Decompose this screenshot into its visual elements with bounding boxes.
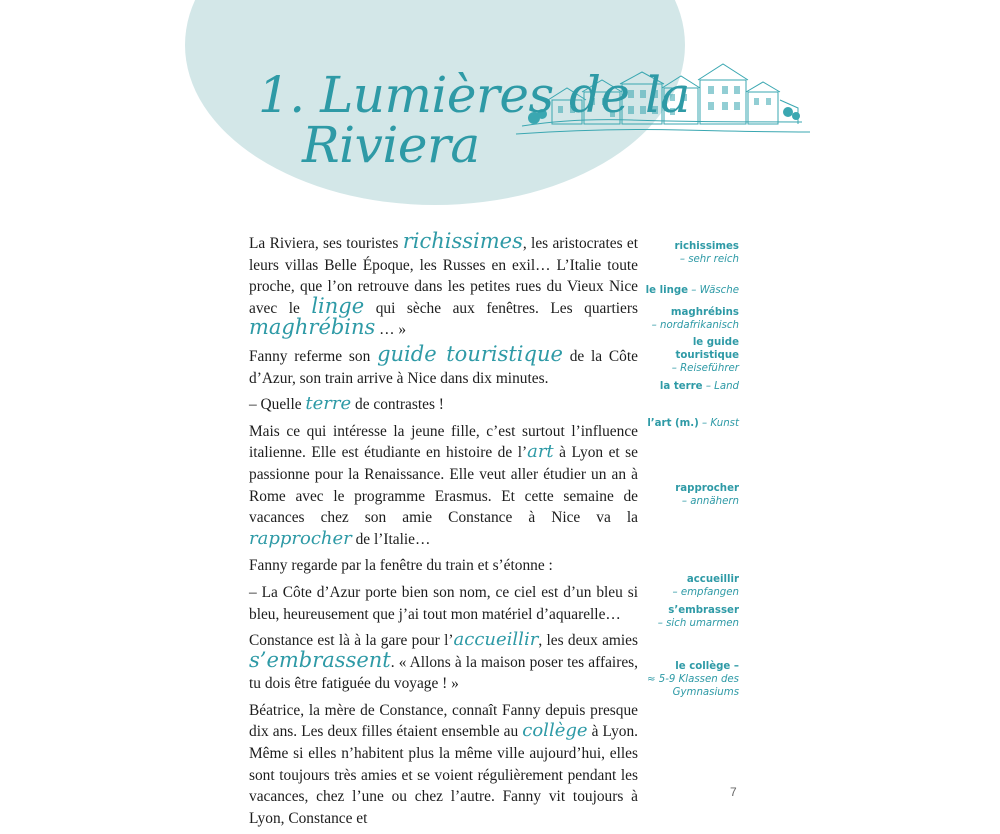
glossary-translation: ≈ 5-9 Klassen des bbox=[646, 674, 739, 685]
page-number: 7 bbox=[730, 785, 737, 799]
glossary-term: touristique bbox=[675, 350, 739, 361]
glossary-term: la terre bbox=[659, 381, 703, 392]
paragraph-6 bbox=[249, 582, 638, 625]
text-run: Béatrice, la mère de Constance, connaît Fanny depuis presque dix ans. Les deux filles étaient ensemble au bbox=[249, 701, 638, 741]
paragraph-1 bbox=[249, 229, 638, 341]
text-run: Fanny regarde par la fenêtre du train et s’étonne : bbox=[249, 557, 553, 575]
text-run: , les aristocrates et leurs villas Belle Époque, les Russes en exil… L’Italie toute proche, que l’on retrouve dans les petites rues du Vieux Nice avec le bbox=[249, 235, 638, 317]
glossary-term: le guide bbox=[692, 337, 739, 348]
text-run: Fanny referme son bbox=[249, 347, 378, 365]
glossary-translation: – sich umarmen bbox=[657, 618, 739, 629]
glossary-entry-richissimes bbox=[619, 240, 739, 266]
glossary-term: maghrébins bbox=[670, 307, 739, 318]
glossary-translation: – annähern bbox=[681, 496, 739, 507]
glossary-entry-art bbox=[619, 417, 739, 430]
keyword-richissimes: richissimes bbox=[402, 229, 523, 253]
keyword-accueillir: accueillir bbox=[453, 629, 539, 651]
text-run: Mais ce qui intéresse la jeune fille, c’est surtout l’influence italienne. Elle est étudiante en histoire de l’ bbox=[249, 422, 638, 462]
paragraph-3 bbox=[249, 394, 638, 416]
glossary-translation: – nordafrikanisch bbox=[651, 320, 739, 331]
glossary-term: richissimes bbox=[674, 241, 739, 252]
glossary-term: le linge bbox=[645, 285, 689, 296]
text-run: … » bbox=[375, 321, 407, 339]
glossary-term: s’embrasser bbox=[668, 605, 739, 616]
glossary-entry-guide bbox=[619, 336, 739, 375]
glossary-translation: Gymnasiums bbox=[672, 687, 739, 698]
keyword-sembrassent: s’embrassent bbox=[249, 647, 391, 672]
text-run: de la Côte d’Azur, son train arrive à Nice dans dix minutes. bbox=[249, 347, 638, 387]
glossary-entry-linge bbox=[619, 284, 739, 297]
keyword-college: collège bbox=[522, 720, 588, 742]
glossary-translation: – Reiseführer bbox=[671, 363, 739, 374]
glossary-translation: – Kunst bbox=[698, 418, 739, 429]
text-run: qui sèche aux fenêtres. Les quartiers bbox=[364, 299, 638, 317]
keyword-rapprocher: rapprocher bbox=[249, 527, 352, 549]
text-run: . « Allons à la maison poser tes affaires, tu dois être fatiguée du voyage ! » bbox=[249, 653, 638, 693]
glossary-term: le collège – bbox=[675, 661, 739, 672]
glossary-term: accueillir bbox=[686, 574, 739, 585]
chapter-title-line-1: 1. Lumières de la bbox=[258, 66, 690, 124]
paragraph-5 bbox=[249, 555, 638, 577]
text-run: à Lyon. Même si elles n’habitent plus la même ville aujourd’hui, elles sont toujours très amies et se voient régulièrement pendant les vacances, chez l’une ou chez l’autre. Fanny vit toujours à Lyon, Constance et bbox=[249, 723, 639, 827]
glossary-translation: – Land bbox=[702, 381, 739, 392]
glossary-translation: – Wäsche bbox=[688, 285, 739, 296]
glossary-entry-embrasser bbox=[619, 604, 739, 630]
text-run: Constance est là à la gare pour l’ bbox=[249, 632, 454, 650]
text-run: de contrastes ! bbox=[351, 396, 444, 414]
text-run: – La Côte d’Azur porte bien son nom, ce ciel est d’un bleu si bleu, heureusement que j’ai tout mon matériel d’aquarelle… bbox=[249, 583, 638, 623]
text-run: , les deux amies bbox=[538, 632, 639, 650]
text-run: de l’Italie… bbox=[351, 530, 431, 548]
paragraph-7 bbox=[249, 630, 638, 695]
paragraph-4 bbox=[249, 421, 638, 551]
keyword-art: art bbox=[527, 441, 554, 463]
keyword-terre: terre bbox=[305, 393, 352, 415]
keyword-guide-touristique: guide touristique bbox=[377, 341, 563, 366]
text-run: La Riviera, ses touristes bbox=[249, 235, 403, 252]
glossary-entry-terre bbox=[619, 380, 739, 393]
glossary-translation: – empfangen bbox=[672, 587, 739, 598]
glossary-entry-rapprocher bbox=[619, 482, 739, 508]
text-run: – Quelle bbox=[249, 396, 306, 414]
paragraph-2 bbox=[249, 341, 638, 389]
glossary-term: rapprocher bbox=[675, 483, 739, 494]
keyword-linge: linge bbox=[311, 293, 365, 318]
story-text bbox=[249, 229, 639, 834]
glossary-translation: – sehr reich bbox=[679, 254, 739, 265]
paragraph-8 bbox=[249, 700, 638, 830]
glossary-entry-accueillir bbox=[619, 573, 739, 599]
glossary-entry-maghrebins bbox=[619, 306, 739, 332]
glossary-term: l’art (m.) bbox=[647, 418, 699, 429]
text-run: à Lyon et se passionne pour la Renaissance. Elle veut aller étudier un an à Rome avec le programme Erasmus. Et cette semaine de vacances chez son amie Constance à Nice va la bbox=[249, 444, 638, 527]
keyword-maghrebins: maghrébins bbox=[249, 315, 376, 340]
chapter-title bbox=[258, 66, 690, 174]
chapter-title-line-2: Riviera bbox=[302, 116, 480, 174]
glossary-entry-college bbox=[619, 660, 739, 699]
